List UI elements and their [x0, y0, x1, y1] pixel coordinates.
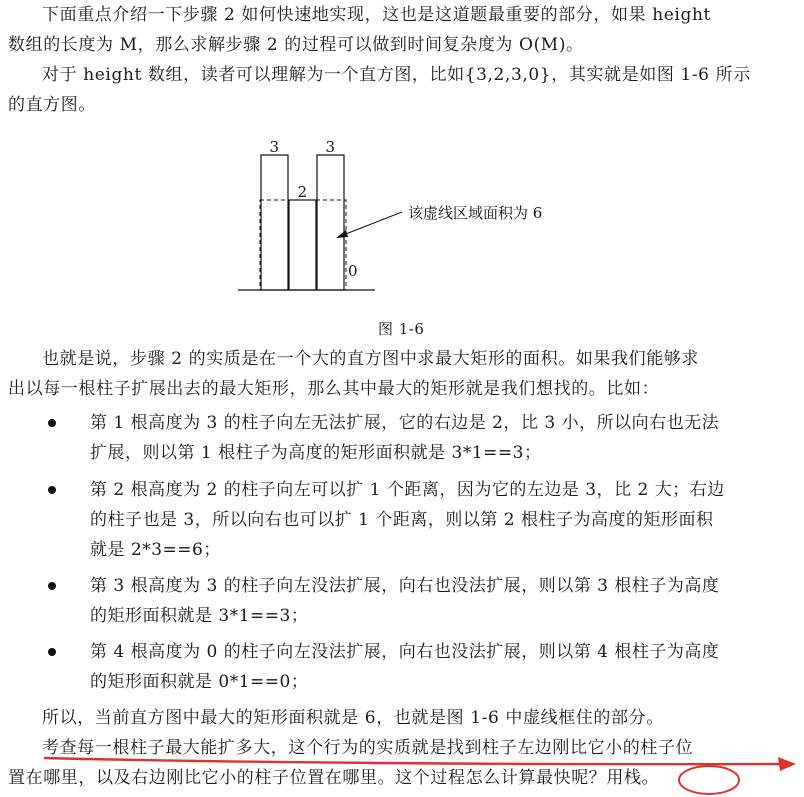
bullet-item-1 — [90, 408, 790, 468]
bullet-2-line-2: 的柱子也是 3，所以向右也可以扩 1 个距离，则以第 2 根柱子为高度的矩形面积 — [90, 510, 714, 530]
explanation-line-2: 出以每一根柱子扩展出去的最大矩形，那么其中最大的矩形就是我们想找的。比如： — [8, 379, 660, 399]
closing-line-3: 置在哪里，以及右边刚比它小的柱子位置在哪里。这个过程怎么计算最快呢？用栈。 — [8, 768, 660, 788]
closing-line-2: 考查每一根柱子最大能扩多大，这个行为的实质就是找到柱子左边刚比它小的柱子位 — [42, 738, 694, 758]
figure-caption: 图 1-6 — [378, 320, 425, 338]
bar-label-1: 3 — [269, 138, 280, 156]
bar-label-3: 3 — [325, 138, 336, 156]
bullet-dot-3 — [48, 582, 56, 590]
intro-line-4: 的直方图。 — [8, 95, 96, 115]
bullet-item-2 — [90, 475, 790, 565]
histogram-bar-1 — [261, 155, 288, 290]
bar-label-4: 0 — [348, 262, 358, 280]
annotation-arrowhead — [336, 230, 348, 238]
bullet-4-line-1: 第 4 根高度为 0 的柱子向左没法扩展，向右也没法扩展，则以第 4 根柱子为高度 — [90, 642, 720, 662]
bullet-3-line-2: 的矩形面积就是 3*1==3； — [90, 606, 309, 626]
closing-line-1: 所以，当前直方图中最大的矩形面积就是 6，也就是图 1-6 中虚线框住的部分。 — [42, 708, 664, 728]
histogram-bars — [261, 138, 358, 290]
bullet-item-3 — [90, 571, 790, 631]
bar-label-2: 2 — [297, 183, 308, 201]
closing-paragraph — [8, 703, 794, 793]
bullet-1-line-2: 扩展，则以第 1 根柱子为高度的矩形面积就是 3*1==3； — [90, 443, 542, 463]
bullet-4-line-2: 的矩形面积就是 0*1==0； — [90, 672, 309, 692]
histogram-bar-2 — [289, 200, 316, 290]
bullet-dot-2 — [48, 486, 56, 494]
bullet-3-line-1: 第 3 根高度为 3 的柱子向左没法扩展，向右也没法扩展，则以第 3 根柱子为高度 — [90, 576, 720, 596]
histogram-figure — [230, 130, 590, 305]
intro-line-1: 下面重点介绍一下步骤 2 如何快速地实现，这也是这道题最重要的部分，如果 height — [42, 5, 711, 25]
intro-line-3: 对于 height 数组，读者可以理解为一个直方图，比如{3,2,3,0}，其实就是如图 1-6 所示 — [42, 65, 751, 85]
annotation-text: 该虚线区域面积为 6 — [408, 204, 543, 222]
bullet-dot-4 — [48, 648, 56, 656]
bullet-item-4 — [90, 637, 790, 697]
max-area-dashed-box — [260, 200, 346, 290]
annotation-arrow — [338, 212, 402, 237]
explanation-line-1: 也就是说，步骤 2 的实质是在一个大的直方图中求最大矩形的面积。如果我们能够求 — [42, 349, 700, 369]
explanation-paragraph — [8, 344, 794, 404]
intro-line-2: 数组的长度为 M，那么求解步骤 2 的过程可以做到时间复杂度为 O(M)。 — [8, 35, 584, 55]
bullet-2-line-1: 第 2 根高度为 2 的柱子向左可以扩 1 个距离，因为它的左边是 3，比 2 大；右边 — [90, 480, 725, 500]
bullet-2-line-3: 就是 2*3==6； — [90, 540, 221, 560]
bullet-dot-1 — [48, 419, 56, 427]
bullet-1-line-1: 第 1 根高度为 3 的柱子向左无法扩展，它的右边是 2，比 3 小，所以向右也无法 — [90, 413, 720, 433]
intro-paragraph — [8, 0, 794, 120]
histogram-bar-3 — [317, 155, 344, 290]
